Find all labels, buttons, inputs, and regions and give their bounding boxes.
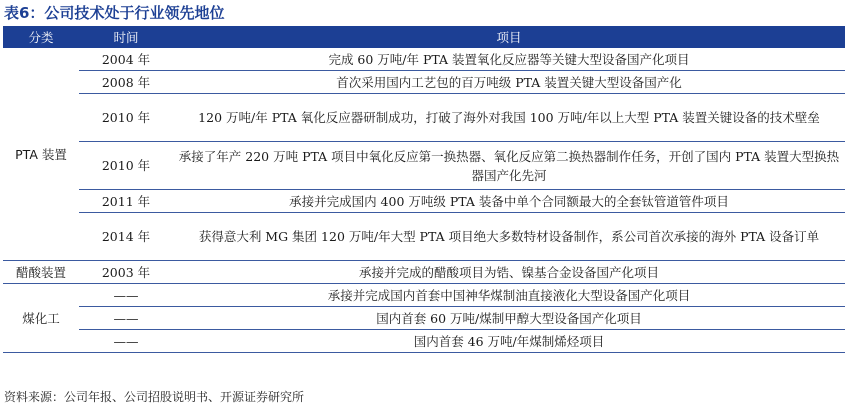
table-row bbox=[3, 213, 845, 261]
row-project: 国内首套 46 万吨/年煤制烯烃项目 bbox=[173, 330, 845, 353]
row-time: 2010 年 bbox=[79, 94, 173, 142]
row-project: 承接并完成的醋酸项目为锆、镍基合金设备国产化项目 bbox=[173, 261, 845, 284]
source-note: 资料来源：公司年报、公司招股说明书、开源证券研究所 bbox=[4, 390, 305, 404]
row-time: —— bbox=[79, 307, 173, 330]
row-time: 2010 年 bbox=[79, 142, 173, 190]
row-project: 120 万吨/年 PTA 氧化反应器研制成功，打破了海外对我国 100 万吨/年以上大型 PTA 装置关键设备的技术壁垒 bbox=[173, 94, 845, 142]
header-row bbox=[3, 26, 845, 48]
table-row bbox=[3, 284, 845, 307]
row-project: 承接并完成国内 400 万吨级 PTA 装备中单个合同额最大的全套钛管道管件项目 bbox=[173, 190, 845, 213]
group-label-coal-chemical: 煤化工 bbox=[3, 284, 79, 353]
table-row bbox=[3, 330, 845, 353]
row-time: 2004 年 bbox=[79, 48, 173, 71]
row-project: 获得意大利 MG 集团 120 万吨/年大型 PTA 项目绝大多数特材设备制作，系公司首次承接的海外 PTA 设备订单 bbox=[173, 213, 845, 261]
header-time: 时间 bbox=[79, 26, 173, 48]
table-row bbox=[3, 48, 845, 71]
row-time: 2014 年 bbox=[79, 213, 173, 261]
row-project: 完成 60 万吨/年 PTA 装置氧化反应器等关键大型设备国产化项目 bbox=[173, 48, 845, 71]
table-row bbox=[3, 142, 845, 190]
header-project: 项目 bbox=[173, 26, 845, 48]
row-project: 国内首套 60 万吨/煤制甲醇大型设备国产化项目 bbox=[173, 307, 845, 330]
tech-leadership-table bbox=[3, 26, 845, 353]
row-project: 承接并完成国内首套中国神华煤制油直接液化大型设备国产化项目 bbox=[173, 284, 845, 307]
row-project: 首次采用国内工艺包的百万吨级 PTA 装置关键大型设备国产化 bbox=[173, 71, 845, 94]
row-time: 2008 年 bbox=[79, 71, 173, 94]
group-label-acetic-acid: 醋酸装置 bbox=[3, 261, 79, 284]
row-time: —— bbox=[79, 284, 173, 307]
table-row bbox=[3, 307, 845, 330]
table-row bbox=[3, 94, 845, 142]
row-project: 承接了年产 220 万吨 PTA 项目中氧化反应第一换热器、氧化反应第二换热器制作任务，开创了国内 PTA 装置大型换热器国产化先河 bbox=[173, 142, 845, 190]
row-time: 2003 年 bbox=[79, 261, 173, 284]
table-title: 表6：公司技术处于行业领先地位 bbox=[4, 4, 225, 22]
table-row bbox=[3, 71, 845, 94]
group-label-pta: PTA 装置 bbox=[3, 48, 79, 261]
row-time: —— bbox=[79, 330, 173, 353]
table-row bbox=[3, 261, 845, 284]
row-time: 2011 年 bbox=[79, 190, 173, 213]
header-category: 分类 bbox=[3, 26, 79, 48]
table-row bbox=[3, 190, 845, 213]
